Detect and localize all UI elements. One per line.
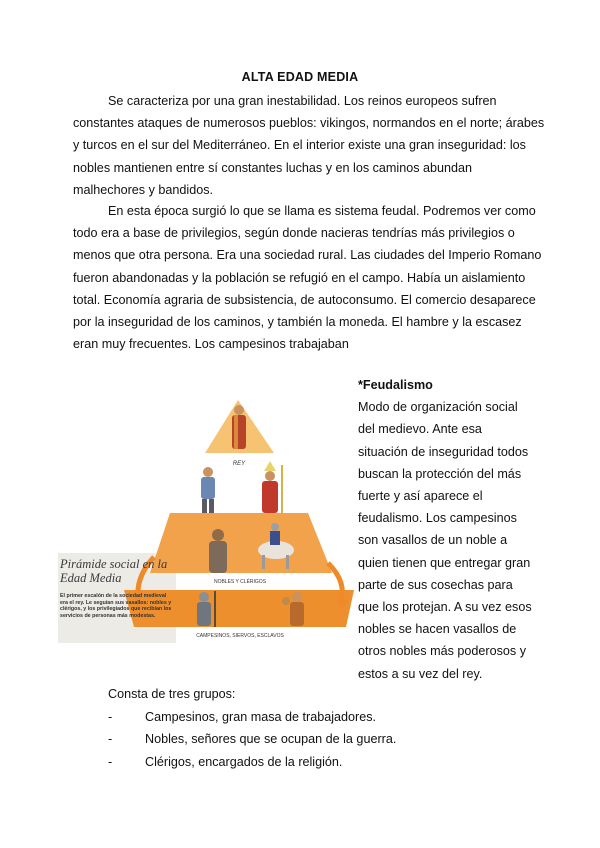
- social-pyramid-figure: [58, 385, 354, 657]
- feudalism-heading: *Feudalismo: [358, 378, 433, 392]
- paragraph-feudal-system: [73, 200, 542, 355]
- text-line: y turcos en el sur del Mediterráneo. En el interior existe una gran inseguridad: los: [73, 138, 526, 153]
- pyramid-tier-nobles-clergy: [150, 513, 332, 573]
- list-dash: -: [108, 754, 113, 769]
- text-line: que los protejan. A su vez esos: [358, 600, 532, 615]
- paragraph-intro: [73, 90, 545, 201]
- text-line: feudalismo. Los campesinos: [358, 511, 517, 526]
- text-line: nobles mantienen entre sí constantes luchas y en los caminos abundan: [73, 160, 473, 175]
- list-item-text: Clérigos, encargados de la religión.: [145, 754, 343, 769]
- text-line: son vasallos de un noble a: [358, 533, 508, 548]
- document-title: ALTA EDAD MEDIA: [241, 70, 359, 84]
- text-line: Se caracteriza por una gran inestabilidad. Los reinos europeos sufren: [108, 94, 497, 108]
- noble-figure-icon: [201, 467, 215, 513]
- text-line: total. Economía agraria de subsistencia, de autoconsumo. El comercio desaparece: [73, 292, 536, 307]
- text-line: constantes ataques de numerosos pueblos: vikingos, normandos en el norte; árabes: [73, 116, 545, 131]
- text-line: eran muy frecuentes. Los campesinos trabajaban: [73, 337, 349, 352]
- bishop-figure-icon: [262, 461, 283, 513]
- text-line: malhechores y bandidos.: [73, 182, 214, 197]
- list-dash: -: [108, 709, 113, 724]
- tier-label-nobles: NOBLES Y CLÉRIGOS: [213, 579, 267, 585]
- text-line: estos a su vez del rey.: [358, 666, 483, 681]
- list-dash: -: [108, 732, 113, 747]
- list-item-text: Nobles, señores que se ocupan de la guerra.: [145, 732, 397, 747]
- list-item-text: Campesinos, gran masa de trabajadores.: [145, 709, 377, 724]
- text-line: nobles se hacen vasallos de: [358, 622, 517, 637]
- tier-label-king: REY: [232, 461, 246, 467]
- figure-caption-title: Pirámide social en la Edad Media: [60, 557, 168, 585]
- text-line: buscan la protección del más: [358, 466, 522, 481]
- text-line: parte de sus cosechas para: [358, 577, 513, 592]
- feudalism-sidebar: [358, 374, 538, 685]
- text-line: En esta época surgió lo que se llama es sistema feudal. Podremos ver como: [108, 204, 536, 218]
- groups-intro-text: Consta de tres grupos:: [108, 687, 236, 701]
- text-line: quien tienen que entregar gran: [358, 555, 531, 570]
- text-line: otros nobles más poderosos y: [358, 644, 527, 659]
- text-line: fueron abandonadas y la población se refugió en el campo. Había un aislamiento: [73, 270, 526, 285]
- text-line: por la inseguridad de los caminos, y también la moneda. El hambre y la escasez: [73, 315, 522, 330]
- tier-label-peasants: CAMPESINOS, SIERVOS, ESCLAVOS: [196, 633, 284, 639]
- text-line: menos que otra persona. Era una sociedad rural. Las ciudades del Imperio Romano: [73, 248, 542, 263]
- text-line: Modo de organización social: [358, 400, 518, 415]
- text-line: situación de inseguridad todos: [358, 444, 529, 459]
- text-line: del medievo. Ante esa: [358, 422, 482, 437]
- text-line: fuerte y así aparece el: [358, 489, 483, 504]
- figure-caption-body: El primer escalón de la sociedad medieval era el rey. Le seguían sus vasallos: nobles y clérigos, y los privilegiados que recibían los servicios de personas más modestas.: [60, 593, 172, 619]
- text-line: todo era a base de privilegios, según donde nacieras tendrías más privilegios o: [73, 226, 515, 241]
